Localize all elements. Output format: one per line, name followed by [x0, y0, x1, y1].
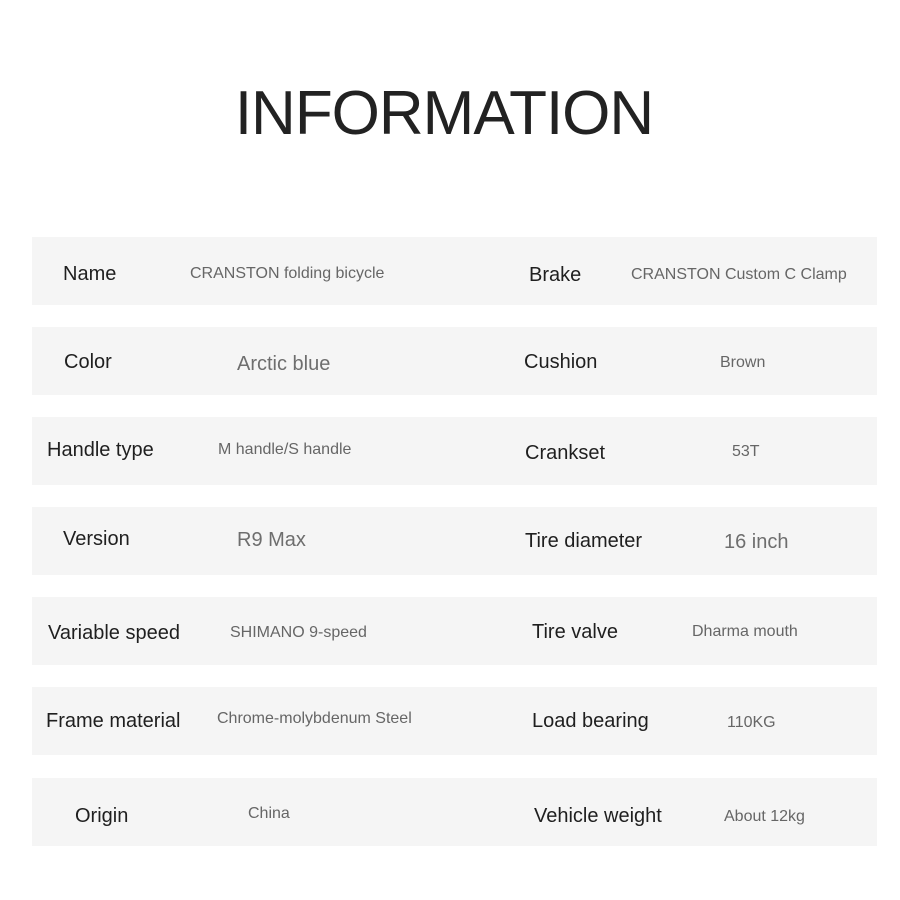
spec-label: Tire valve	[532, 621, 618, 643]
spec-label: Version	[63, 528, 130, 550]
spec-value: Arctic blue	[237, 353, 331, 375]
spec-label: Tire diameter	[525, 530, 643, 552]
spec-value: SHIMANO 9-speed	[230, 624, 367, 641]
spec-value: CRANSTON folding bicycle	[190, 265, 385, 282]
spec-row	[32, 597, 877, 665]
spec-value: 16 inch	[724, 531, 789, 553]
spec-label: Color	[64, 351, 112, 373]
spec-row	[32, 237, 877, 305]
spec-row	[32, 417, 877, 485]
spec-label: Name	[63, 263, 117, 285]
spec-value: 110KG	[727, 714, 776, 731]
spec-label: Frame material	[46, 710, 181, 732]
spec-label: Variable speed	[48, 622, 180, 644]
spec-row	[32, 687, 877, 755]
spec-value: About 12kg	[724, 808, 805, 825]
spec-row	[32, 778, 877, 846]
spec-label: Origin	[75, 805, 129, 827]
spec-value: 53T	[732, 443, 760, 460]
page-title: INFORMATION	[234, 79, 654, 148]
spec-value: M handle/S handle	[218, 441, 352, 458]
spec-label: Crankset	[525, 442, 606, 464]
spec-label: Brake	[529, 264, 582, 286]
spec-value: China	[248, 805, 290, 822]
spec-row	[32, 507, 877, 575]
spec-value: Chrome-molybdenum Steel	[217, 710, 412, 727]
spec-label: Load bearing	[532, 710, 649, 732]
spec-label: Handle type	[47, 439, 154, 461]
spec-row	[32, 327, 877, 395]
spec-value: R9 Max	[237, 529, 306, 551]
spec-value: Dharma mouth	[692, 623, 798, 640]
spec-value: CRANSTON Custom C Clamp	[631, 266, 847, 283]
spec-label: Cushion	[524, 351, 598, 373]
spec-value: Brown	[720, 354, 766, 371]
spec-label: Vehicle weight	[534, 805, 662, 827]
